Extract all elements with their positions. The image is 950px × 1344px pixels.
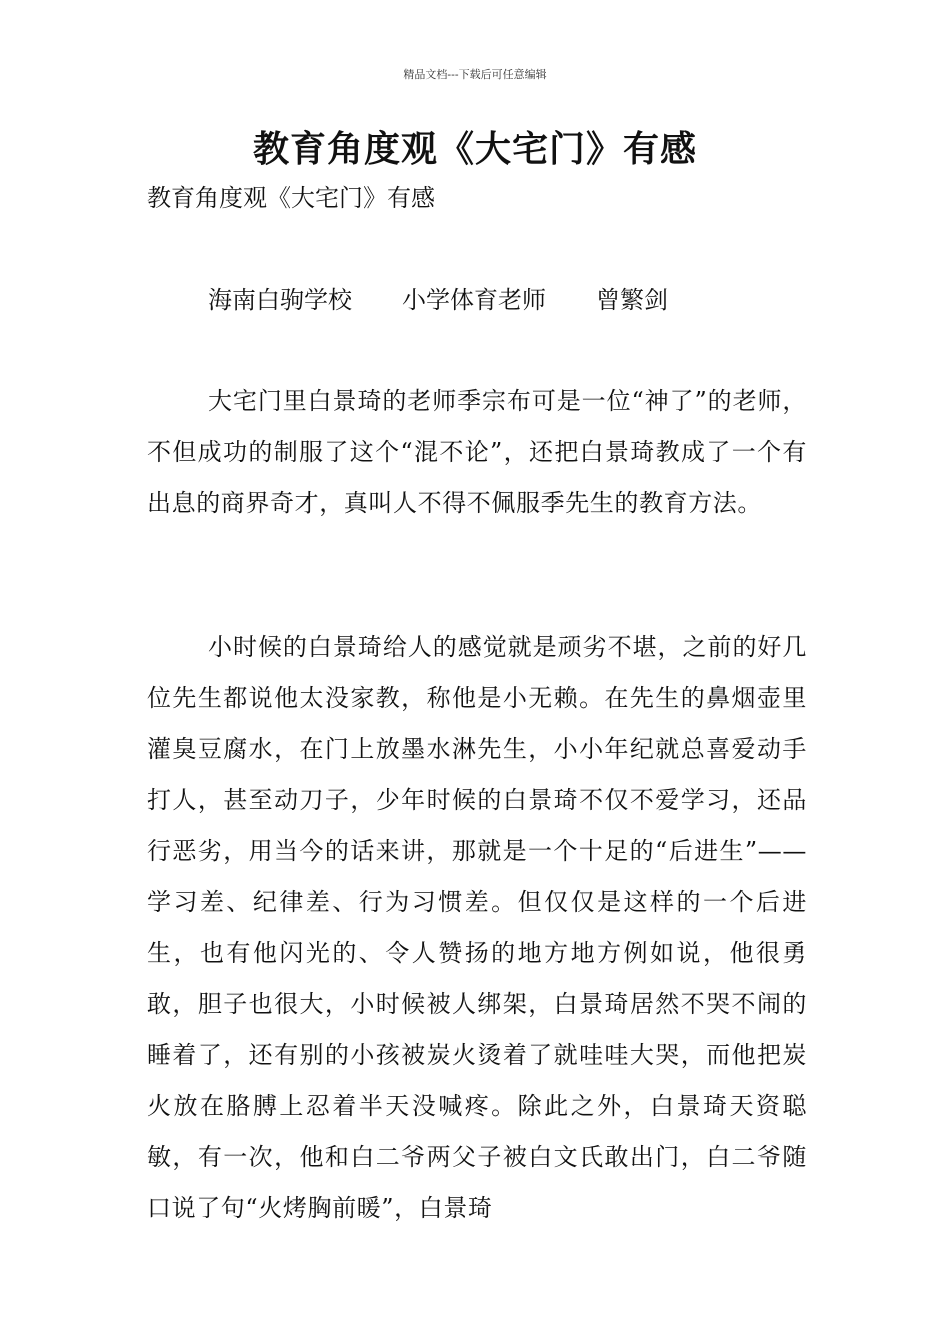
author-name: 曾繁剑 <box>596 286 668 314</box>
header-note: 精品文档---下载后可任意编辑 <box>403 68 547 81</box>
author-line <box>208 284 668 316</box>
author-role: 小学体育老师 <box>402 286 546 314</box>
document-subtitle: 教育角度观《大宅门》有感 <box>147 184 435 212</box>
body-paragraph-2: 小时候的白景琦给人的感觉就是顽劣不堪，之前的好几位先生都说他太没家教，称他是小无赖。在先生的鼻烟壶里灌臭豆腐水，在门上放墨水淋先生，小小年纪就总喜爱动手打人，甚至动刀子，少年时候的白景琦不仅不爱学习，还品行恶劣，用当今的话来讲，那就是一个十足的“后进生”——学习差、纪律差、行为习惯差。但仅仅是这样的一个后进生，也有他闪光的、令人赞扬的地方地方例如说，他很勇敢，胆子也很大，小时候被人绑架，白景琦居然不哭不闹的睡着了，还有别的小孩被炭火烫着了就哇哇大哭，而他把炭火放在胳膊上忍着半天没喊疼。除此之外，白景琦天资聪敏，有一次，他和白二爷两父子被白文氏敢出门，白二爷随口说了句“火烤胸前暖”，白景琦 <box>147 633 807 1222</box>
author-school: 海南白驹学校 <box>208 286 352 314</box>
body-paragraph-1: 大宅门里白景琦的老师季宗布可是一位“神了”的老师，不但成功的制服了这个“混不论”，还把白景琦教成了一个有出息的商界奇才，真叫人不得不佩服季先生的教育方法。 <box>147 387 807 517</box>
document-title: 教育角度观《大宅门》有感 <box>252 129 697 170</box>
